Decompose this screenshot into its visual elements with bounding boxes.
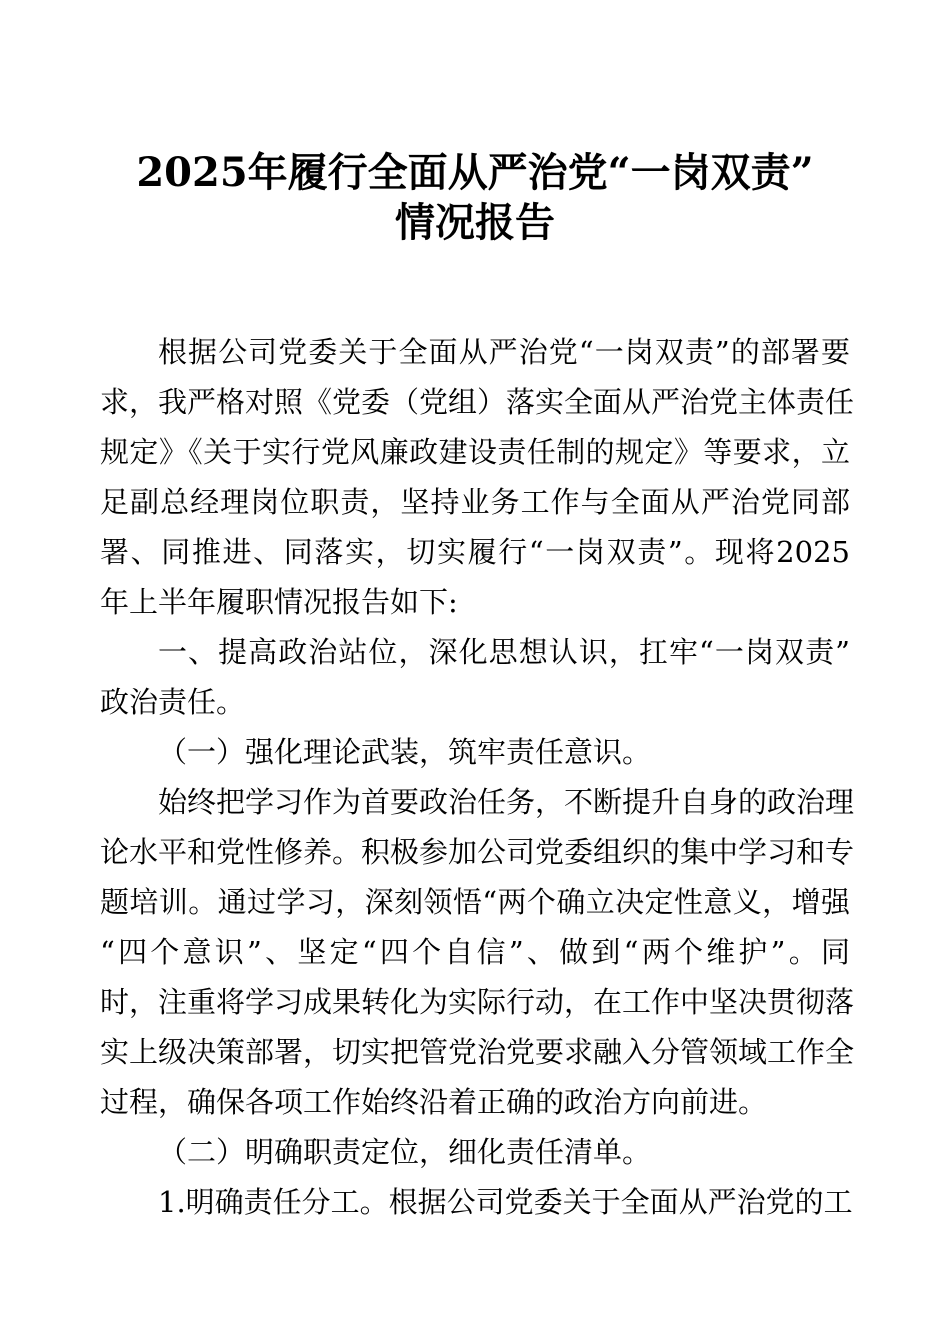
paragraph-line: 求，我严格对照《党委（党组）落实全面从严治党主体责任 xyxy=(100,385,855,419)
paragraph-line: “四个意识”、坚定“四个自信”、做到“两个维护”。同 xyxy=(100,935,850,969)
paragraph-line: 1.明确责任分工。根据公司党委关于全面从严治党的工 xyxy=(158,1185,853,1219)
paragraph-line: 时，注重将学习成果转化为实际行动，在工作中坚决贯彻落 xyxy=(100,985,855,1019)
subsection-heading: （二）明确职责定位，细化责任清单。 xyxy=(158,1135,652,1169)
paragraph-line: 根据公司党委关于全面从严治党“一岗双责”的部署要 xyxy=(158,335,850,369)
paragraph-line: 论水平和党性修养。积极参加公司党委组织的集中学习和专 xyxy=(100,835,855,869)
paragraph-line: 署、同推进、同落实，切实履行“一岗双责”。现将2025 xyxy=(100,535,850,569)
paragraph-line: 过程，确保各项工作始终沿着正确的政治方向前进。 xyxy=(100,1085,768,1119)
paragraph-line: 足副总经理岗位职责，坚持业务工作与全面从严治党同部 xyxy=(100,485,850,519)
section-heading-line: 政治责任。 xyxy=(100,685,246,719)
paragraph-line: 实上级决策部署，切实把管党治党要求融入分管领域工作全 xyxy=(100,1035,855,1069)
subsection-heading: （一）强化理论武装，筑牢责任意识。 xyxy=(158,735,652,769)
paragraph-line: 始终把学习作为首要政治任务，不断提升自身的政治理 xyxy=(158,785,855,819)
document-title-line-1: 2025年履行全面从严治党“一岗双责” xyxy=(136,149,814,196)
section-heading-line: 一、提高政治站位，深化思想认识，扛牢“一岗双责” xyxy=(158,635,850,669)
paragraph-line: 年上半年履职情况报告如下: xyxy=(100,585,458,619)
document-title-line-2: 情况报告 xyxy=(395,199,555,246)
paragraph-line: 规定》《关于实行党风廉政建设责任制的规定》等要求，立 xyxy=(100,435,850,469)
paragraph-line: 题培训。通过学习，深刻领悟“两个确立决定性意义，增强 xyxy=(100,885,850,919)
